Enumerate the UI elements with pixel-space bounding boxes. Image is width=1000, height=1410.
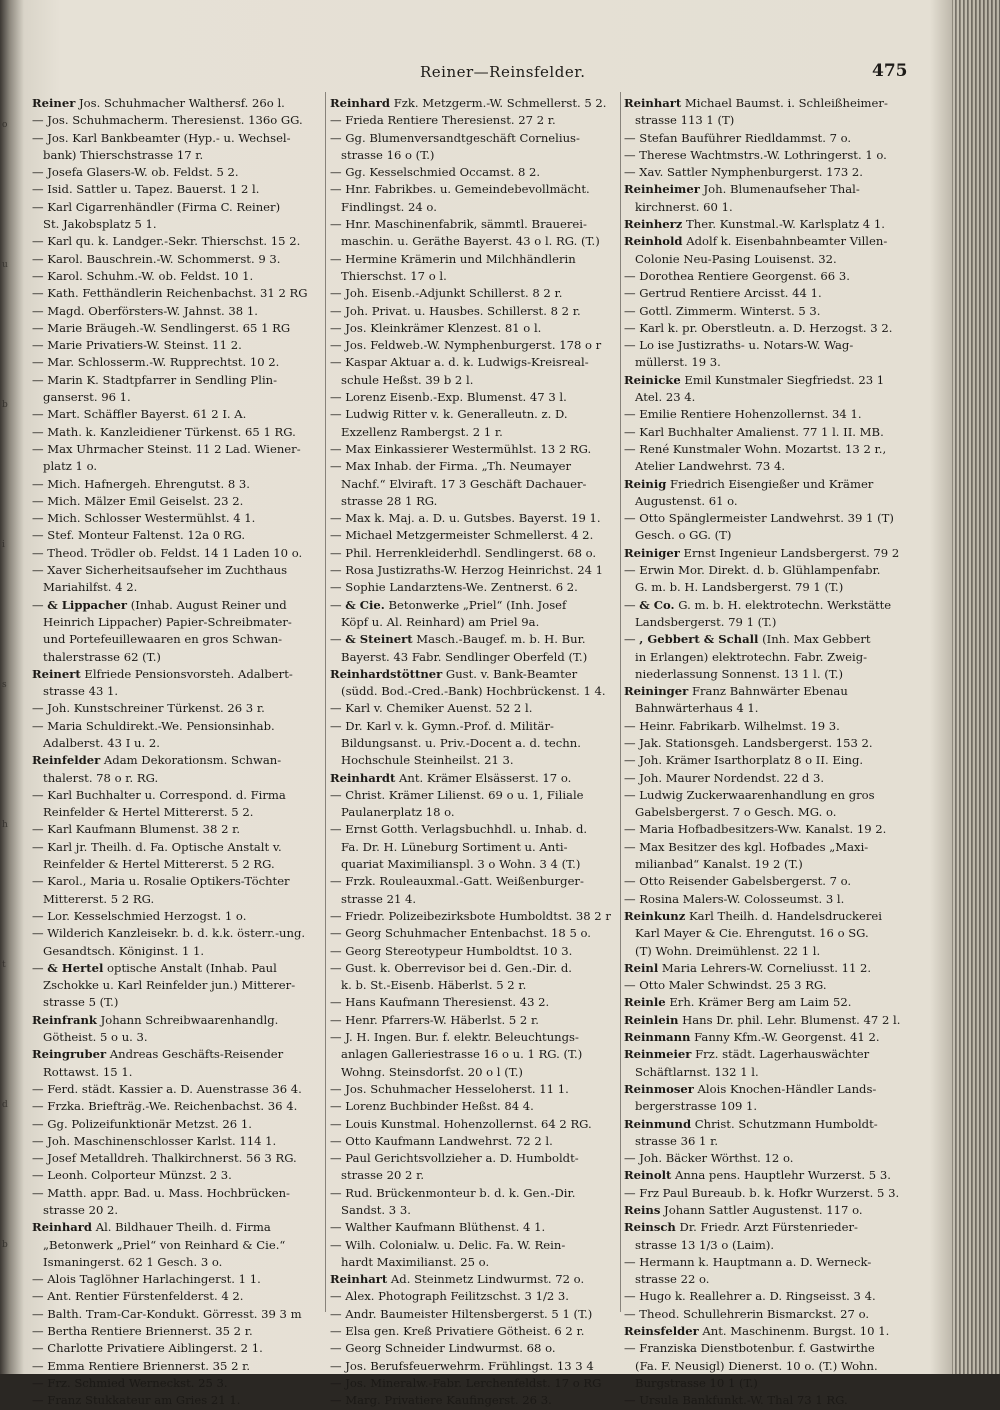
directory-entry-line: — Xaver Sicherheitsaufseher im Zuchthaus [32,563,288,578]
directory-entry-line: St. Jakobsplatz 5 1. [32,217,157,232]
directory-entry-line: — Paul Gerichtsvollzieher a. D. Humboldt- [330,1151,579,1166]
directory-entry-line: — Max Uhrmacher Steinst. 11 2 Lad. Wiener- [32,441,301,456]
directory-entry-line: — Karl Buchhalter u. Correspond. d. Firma [32,787,286,802]
directory-entry-line: — Joh. Privat. u. Hausbes. Schillerst. 8 2 r. [330,303,581,318]
directory-entry-line: — Ludwig Ritter v. k. Generalleutn. z. D. [330,407,568,422]
directory-entry-line: — Hugo k. Reallehrer a. D. Ringseisst. 3 4. [624,1289,876,1304]
directory-entry-line: Reins Johann Sattler Augustenst. 117 o. [624,1203,863,1217]
gutter-fragment: u [2,260,8,270]
directory-entry-line: Reinl Maria Lehrers-W. Corneliusst. 11 2. [624,960,872,975]
directory-entry-line: Reinmeier Frz. städt. Lagerhauswächter [624,1047,870,1062]
directory-entry-line: — Phil. Herrenkleiderhdl. Sendlingerst. 68 o. [330,545,597,560]
directory-entry-line: — Karol. Schuhm.-W. ob. Feldst. 10 1. [32,268,254,283]
directory-entry-line: — Heinr. Fabrikarb. Wilhelmst. 19 3. [624,718,840,733]
directory-entry-line: Exzellenz Rambergst. 2 1 r. [330,424,503,439]
directory-entry-line: Gesandtsch. Königinst. 1 1. [32,943,205,958]
directory-entry-line: Reingruber Andreas Geschäfts-Reisender [32,1047,284,1062]
directory-entry-line: — & Steinert Masch.-Baugef. m. b. H. Bur. [330,632,586,647]
directory-entry-line: — Hermine Krämerin und Milchhändlerin [330,251,576,266]
directory-entry-line: strasse 21 4. [330,891,417,906]
directory-entry-line: — Otto Reisender Gabelsbergerst. 7 o. [624,874,852,889]
directory-entry-line: — Michael Metzgermeister Schmellerst. 4 2. [330,528,594,543]
directory-entry-line: Reinolt Anna pens. Hauptlehr Wurzerst. 5 3. [624,1168,891,1183]
directory-entry-line: (Fa. F. Neusigl) Dienerst. 10 o. (T.) Wohn. [624,1358,878,1373]
directory-entry-line: — Joh. Eisenb.-Adjunkt Schillerst. 8 2 r. [330,286,563,301]
directory-entry-line: Reinle Erh. Krämer Berg am Laim 52. [624,995,852,1010]
gutter-fragment: s [2,680,7,690]
directory-entry-line: — J. H. Ingen. Bur. f. elektr. Beleuchtungs- [330,1030,579,1045]
directory-entry-line: Reinhart Ad. Steinmetz Lindwurmst. 72 o. [330,1272,585,1287]
directory-entry-line: niederlassung Sonnenst. 13 1 l. (T.) [624,666,843,681]
directory-entry-line: — Mich. Schlosser Westermühlst. 4 1. [32,511,256,526]
directory-entry-line: — Georg Schneider Lindwurmst. 68 o. [330,1341,556,1356]
directory-entry-line: Mariahilfst. 4 2. [32,580,138,595]
directory-entry-line: Atel. 23 4. [624,390,696,405]
directory-entry-line: — Sophie Landarztens-We. Zentnerst. 6 2. [330,580,578,595]
directory-entry-line: — Wilderich Kanzleisekr. b. d. k.k. österr.-ung. [32,926,306,941]
directory-entry-line: Reinhardstöttner Gust. v. Bank-Beamter [330,666,578,681]
directory-entry-line: — Otto Kaufmann Landwehrst. 72 2 l. [330,1133,553,1148]
page-number: 475 [872,61,908,81]
directory-entry-line: — Andr. Baumeister Hiltensbergerst. 5 1 (T.) [330,1306,593,1321]
directory-entry-line: Reinicke Emil Kunstmaler Siegfriedst. 23 1 [624,372,885,387]
directory-entry-line: Reinfelder Adam Dekorationsm. Schwan- [32,753,282,768]
directory-entry-line: Sandst. 3 3. [330,1203,411,1217]
directory-entry-line: — Frz. Schmied Werneckst. 25 3. [32,1375,228,1390]
directory-entry-line: — Georg Stereotypeur Humboldtst. 10 3. [330,943,573,958]
directory-entry-line: — Jos. Berufsfeuerwehrm. Frühlingst. 13 3 4 [330,1358,594,1373]
directory-entry-line: — Math. k. Kanzleidiener Türkenst. 65 1 RG. [32,424,296,439]
directory-entry-line: Reinherz Ther. Kunstmal.-W. Karlsplatz 4 1. [624,217,885,232]
directory-entry-line: Schäftlarnst. 132 1 l. [624,1064,759,1079]
directory-entry-line: — Ludwig Zuckerwaarenhandlung en gros [624,787,875,802]
directory-entry-line: Paulanerplatz 18 o. [330,805,455,820]
directory-entry-line: — Frzka. Briefträg.-We. Reichenbachst. 36 4. [32,1099,298,1114]
directory-entry-line: — Mar. Schlosserm.-W. Rupprechtst. 10 2. [32,355,280,370]
directory-entry-line: — Ant. Rentier Fürstenfelderst. 4 2. [32,1289,244,1304]
directory-entry-line: — , Gebbert & Schall (Inh. Max Gebbert [624,632,871,647]
directory-entry-line: Reinkunz Karl Theilh. d. Handelsdruckerei [624,908,882,923]
directory-entry-line: bergerstrasse 109 1. [624,1099,758,1114]
directory-entry-line: — Charlotte Privatiere Aiblingerst. 2 1. [32,1341,263,1356]
directory-entry-line: strasse 20 2. [32,1203,119,1217]
directory-entry-line: Wohng. Steinsdorfst. 20 o l (T.) [330,1064,523,1079]
directory-entry-line: Findlingst. 24 o. [330,199,437,214]
column-divider [325,92,326,1312]
directory-entry-line: — Xav. Sattler Nymphenburgerst. 173 2. [624,165,863,180]
directory-entry-line: — Karl v. Chemiker Auenst. 52 2 l. [330,701,533,716]
directory-entry-line: — Jos. Schuhmacher Hesseloherst. 11 1. [330,1081,569,1096]
directory-entry-line: — Marie Bräugeh.-W. Sendlingerst. 65 1 RG [32,320,291,335]
directory-entry-line: strasse 5 (T.) [32,995,119,1010]
directory-entry-line: — Joh. Maschinenschlosser Karlst. 114 1. [32,1133,277,1148]
directory-entry-line: Reinmann Fanny Kfm.-W. Georgenst. 41 2. [624,1030,880,1045]
directory-entry-line: (T) Wohn. Dreimühlenst. 22 1 l. [624,943,821,958]
gutter-fragment: o [2,120,8,130]
directory-entry-line: strasse 36 1 r. [624,1133,719,1148]
directory-entry-line: — Karol. Bauschrein.-W. Schommerst. 9 3. [32,251,281,266]
directory-entry-line: strasse 28 1 RG. [330,493,438,508]
directory-entry-line: Reinert Elfriede Pensionsvorsteh. Adalbert- [32,666,293,681]
directory-entry-line: — Alex. Photograph Feilitzschst. 3 1/2 3. [330,1289,569,1304]
directory-entry-line: Adalberst. 43 I u. 2. [32,735,160,750]
column-divider [620,92,621,1312]
directory-entry-line: Fa. Dr. H. Lüneburg Sortiment u. Anti- [330,839,568,854]
directory-entry-line: — René Kunstmaler Wohn. Mozartst. 13 2 r., [624,441,887,456]
directory-entry-line: Reinlein Hans Dr. phil. Lehr. Blumenst. 47 2 l. [624,1012,901,1027]
directory-entry-line: — Dr. Karl v. k. Gymn.-Prof. d. Militär- [330,718,554,733]
directory-entry-line: thalerst. 78 o r. RG. [32,770,159,785]
directory-entry-line: — Louis Kunstmal. Hohenzollernst. 64 2 RG. [330,1116,592,1131]
directory-entry-line: — Frzk. Rouleauxmal.-Gatt. Weißenburger- [330,874,584,889]
directory-entry-line: — Ernst Gotth. Verlagsbuchhdl. u. Inhab. d. [330,822,588,837]
directory-entry-line: — Max k. Maj. a. D. u. Gutsbes. Bayerst. 19 1. [330,511,601,526]
directory-entry-line: Zschokke u. Karl Reinfelder jun.) Mitterer- [32,978,296,993]
directory-entry-line: müllerst. 19 3. [624,355,721,370]
directory-entry-line: — Lorenz Eisenb.-Exp. Blumenst. 47 3 l. [330,390,567,405]
directory-entry-line: — Karl Buchhalter Amalienst. 77 1 l. II. MB. [624,424,884,439]
gutter-fragment: b [2,400,8,410]
directory-entry-line: — Max Besitzer des kgl. Hofbades „Maxi- [624,839,869,854]
directory-entry-line: — Mart. Schäffler Bayerst. 61 2 I. A. [32,407,247,422]
directory-entry-line: — Marin K. Stadtpfarrer in Sendling Plin- [32,372,278,387]
directory-entry-line: maschin. u. Geräthe Bayerst. 43 o l. RG. (T.) [330,234,600,249]
directory-entry-line: — Karl jr. Theilh. d. Fa. Optische Anstalt v. [32,839,282,854]
directory-entry-line: — Theod. Schullehrerin Bismarckst. 27 o. [624,1306,870,1321]
directory-entry-line: — Stef. Monteur Faltenst. 12a 0 RG. [32,528,246,543]
directory-entry-line: — Gust. k. Oberrevisor bei d. Gen.-Dir. d. [330,960,572,975]
directory-entry-line: — Gg. Polizeifunktionär Metzst. 26 1. [32,1116,252,1131]
directory-entry-line: — Jos. Feldweb.-W. Nymphenburgerst. 178 o r [330,338,602,353]
directory-entry-line: — Hermann k. Hauptmann a. D. Werneck- [624,1254,872,1269]
directory-entry-line: k. b. St.-Eisenb. Häberlst. 5 2 r. [330,978,527,993]
directory-entry-line: — Karl k. pr. Oberstleutn. a. D. Herzogst. 3 2. [624,320,893,335]
directory-entry-line: Nachf.“ Elviraft. 17 3 Geschäft Dachauer- [330,476,587,491]
directory-entry-line: Reinfrank Johann Schreibwaarenhandlg. [32,1012,279,1027]
directory-entry-line: Atelier Landwehrst. 73 4. [624,459,786,474]
directory-entry-line: (südd. Bod.-Cred.-Bank) Hochbrückenst. 1 4. [330,684,606,699]
directory-entry-line: strasse 43 1. [32,684,119,699]
directory-entry-line: Gabelsbergerst. 7 o Gesch. MG. o. [624,805,837,820]
directory-entry-line: — Jos. Kleinkrämer Klenzest. 81 o l. [330,320,542,335]
directory-entry-line: strasse 22 o. [624,1272,710,1287]
directory-entry-line: — Franz Stukkateur am Gries 21 1. [32,1393,241,1408]
gutter-fragment: b [2,1240,8,1250]
directory-entry-line: strasse 20 2 r. [330,1168,425,1183]
directory-entry-line: Reinig Friedrich Eisengießer und Krämer [624,476,874,491]
directory-entry-line: — Wilh. Colonialw. u. Delic. Fa. W. Rein- [330,1237,566,1252]
directory-entry-line: Reinfelder & Hertel Mittererst. 5 2 RG. [32,857,275,872]
directory-entry-line: — Bertha Rentiere Briennerst. 35 2 r. [32,1324,253,1339]
directory-entry-line: — Christ. Krämer Lilienst. 69 o u. 1, Filiale [330,787,584,802]
directory-entry-line: Colonie Neu-Pasing Louisenst. 32. [624,251,837,266]
directory-entry-line: — Elsa gen. Kreß Privatiere Götheist. 6 2 r. [330,1324,585,1339]
directory-entry-line: — Lorenz Buchbinder Heßst. 84 4. [330,1099,534,1114]
directory-entry-line: — Max Einkassierer Westermühlst. 13 2 RG. [330,441,592,456]
directory-entry-line: — Walther Kaufmann Blüthenst. 4 1. [330,1220,546,1235]
directory-entry-line: — Lo ise Justizraths- u. Notars-W. Wag- [624,338,854,353]
directory-entry-line: G. m. b. H. Landsbergerst. 79 1 (T.) [624,580,844,595]
directory-entry-line: — Jos. Schuhmacherm. Theresienst. 136o GG. [32,113,303,128]
directory-entry-line: — Josefa Glasers-W. ob. Feldst. 5 2. [32,165,239,180]
directory-entry-line: — Karl Cigarrenhändler (Firma C. Reiner) [32,199,281,214]
directory-entry-line: Mittererst. 5 2 RG. [32,891,155,906]
directory-entry-line: — Max Inhab. der Firma. „Th. Neumayer [330,459,572,474]
directory-entry-line: Reinhard Fzk. Metzgerm.-W. Schmellerst. 5 2. [330,96,607,110]
directory-entry-line: — Ursula Bankfunkt.-W. Thal 73 1 RG. [624,1393,848,1408]
directory-entry-line: — Erwin Mor. Direkt. d. b. Glühlampenfabr. [624,563,881,578]
directory-entry-line: und Portefeuillewaaren en gros Schwan- [32,632,283,647]
directory-entry-line: — Gg. Blumenversandtgeschäft Cornelius- [330,130,580,145]
directory-entry-line: „Betonwerk „Priel“ von Reinhard & Cie.“ [32,1237,286,1252]
directory-entry-line: Rottawst. 15 1. [32,1064,133,1079]
directory-entry-line: — Jos. Mineralw.-Fabr. Lerchenfeldst. 17 o RG [330,1375,602,1390]
directory-entry-line: — Magd. Oberförsters-W. Jahnst. 38 1. [32,303,258,318]
directory-entry-line: Reinmund Christ. Schutzmann Humboldt- [624,1116,878,1131]
directory-entry-line: — Joh. Bäcker Wörthst. 12 o. [624,1151,794,1166]
directory-entry-line: platz 1 o. [32,459,98,474]
directory-entry-line: Ismaningerst. 62 1 Gesch. 3 o. [32,1254,223,1269]
directory-entry-line: — Georg Schuhmacher Entenbachst. 18 5 o. [330,926,591,941]
directory-entry-line: kirchnerst. 60 1. [624,199,733,214]
directory-entry-line: — Mich. Mälzer Emil Geiselst. 23 2. [32,493,244,508]
page-header: Reiner—Reinsfelder. [420,63,586,81]
directory-entry-line: Burgstrasse 10 1 (T.) [624,1375,758,1390]
directory-entry-line: — Rosa Justizraths-W. Herzog Heinrichst. 24 1 [330,563,604,578]
directory-entry-line: Augustenst. 61 o. [624,493,738,508]
directory-entry-line: — Frz Paul Bureaub. b. k. Hofkr Wurzerst. 5 3. [624,1185,900,1200]
directory-entry-line: — Joh. Krämer Isarthorplatz 8 o II. Eing. [624,753,864,768]
directory-entry-line: Reinhard Al. Bildhauer Theilh. d. Firma [32,1220,271,1235]
directory-entry-line: — Maria Hofbadbesitzers-Ww. Kanalst. 19 2. [624,822,887,837]
directory-entry-line: — Karol., Maria u. Rosalie Optikers-Töchter [32,874,290,889]
directory-entry-line: — Friedr. Polizeibezirksbote Humboldtst. 38 2 r [330,908,611,923]
directory-entry-line: Reinsfelder Ant. Maschinenm. Burgst. 10 1. [624,1324,890,1339]
directory-entry-line: — Karl Kaufmann Blumenst. 38 2 r. [32,822,241,837]
directory-entry-line: Hochschule Steinheilst. 21 3. [330,753,514,768]
directory-entry-line: — Mich. Hafnergeh. Ehrengutst. 8 3. [32,476,250,491]
directory-entry-line: Reininger Franz Bahnwärter Ebenau [624,684,848,699]
directory-entry-line: Reiniger Ernst Ingenieur Landsbergerst. 79 2 [624,545,900,560]
directory-entry-line: — Alois Taglöhner Harlachingerst. 1 1. [32,1272,261,1287]
directory-entry-line: — Gg. Kesselschmied Occamst. 8 2. [330,165,541,180]
directory-entry-line: — Rud. Brückenmonteur b. d. k. Gen.-Dir. [330,1185,576,1200]
directory-entry-line: — Josef Metalldreh. Thalkirchnerst. 56 3 RG. [32,1151,297,1166]
directory-entry-line: strasse 13 1/3 o (Laim). [624,1237,775,1252]
directory-entry-line: — Hnr. Maschinenfabrik, sämmtl. Brauerei- [330,217,587,232]
directory-entry-line: Bildungsanst. u. Priv.-Docent a. d. techn. [330,735,581,750]
directory-entry-line: — Gottl. Zimmerm. Winterst. 5 3. [624,303,821,318]
directory-entry-line: strasse 16 o (T.) [330,147,435,162]
directory-entry-line: — Balth. Tram-Car-Kondukt. Görresst. 39 3 m [32,1306,302,1321]
directory-entry-line: Bahnwärterhaus 4 1. [624,701,759,716]
directory-entry-line: — Marie Privatiers-W. Steinst. 11 2. [32,338,242,353]
directory-entry-line: bank) Thierschstrasse 17 r. [32,147,204,162]
directory-entry-line: — Maria Schuldirekt.-We. Pensionsinhab. [32,718,275,733]
directory-entry-line: — Matth. appr. Bad. u. Mass. Hochbrücken- [32,1185,290,1200]
directory-entry-line: Reinmoser Alois Knochen-Händler Lands- [624,1081,877,1096]
directory-entry-line: — & Co. G. m. b. H. elektrotechn. Werkstätte [624,597,892,612]
directory-entry-line: Reinsch Dr. Friedr. Arzt Fürstenrieder- [624,1220,858,1235]
directory-entry-line: thalerstrasse 62 (T.) [32,649,161,664]
directory-entry-line: — Frieda Rentiere Theresienst. 27 2 r. [330,113,556,128]
directory-entry-line: milianbad“ Kanalst. 19 2 (T.) [624,857,803,872]
directory-entry-line: hardt Maximilianst. 25 o. [330,1254,490,1269]
directory-column-middle [330,95,618,1410]
directory-entry-line: — Joh. Maurer Nordendst. 22 d 3. [624,770,825,785]
directory-entry-line: schule Heßst. 39 b 2 l. [330,372,474,387]
directory-column-right [624,95,914,1410]
directory-entry-line: — Jos. Karl Bankbeamter (Hyp.- u. Wechsel- [32,130,291,145]
directory-entry-line: Bayerst. 43 Fabr. Sendlinger Oberfeld (T.) [330,649,588,664]
gutter-fragment: t [2,960,6,970]
gutter-fragment: i [2,540,5,550]
binding-gutter [0,0,26,1374]
directory-entry-line: — Lor. Kesselschmied Herzogst. 1 o. [32,908,247,923]
directory-entry-line: — Isid. Sattler u. Tapez. Bauerst. 1 2 l. [32,182,260,197]
directory-entry-line: — Otto Maler Schwindst. 25 3 RG. [624,978,827,993]
directory-entry-line: — Gertrud Rentiere Arcisst. 44 1. [624,286,822,301]
directory-entry-line: Reinhart Michael Baumst. i. Schleißheimer- [624,96,888,110]
directory-entry-line: Götheist. 5 o u. 3. [32,1030,148,1045]
directory-entry-line: — Stefan Bauführer Riedldammst. 7 o. [624,130,852,145]
directory-entry-line: — Emma Rentiere Briennerst. 35 2 r. [32,1358,251,1373]
directory-entry-line: — Marg. Privatiere Kaufingerst. 26 3. [330,1393,552,1408]
directory-entry-line: Reinfelder & Hertel Mittererst. 5 2. [32,805,254,820]
directory-entry-line: — & Cie. Betonwerke „Priel“ (Inh. Josef [330,597,567,612]
gutter-fragment: h [2,820,8,830]
directory-entry-line: — Franziska Dienstbotenbur. f. Gastwirthe [624,1341,875,1356]
directory-entry-line: — Kaspar Aktuar a. d. k. Ludwigs-Kreisreal- [330,355,589,370]
gutter-fragment: d [2,1100,8,1110]
directory-entry-line: Landsbergerst. 79 1 (T.) [624,614,777,629]
directory-entry-line: — Jak. Stationsgeh. Landsbergerst. 153 2. [624,735,873,750]
directory-entry-line: anlagen Galleriestrasse 16 o u. 1 RG. (T.) [330,1047,583,1062]
directory-entry-line: — Otto Spänglermeister Landwehrst. 39 1 (T) [624,511,894,526]
directory-entry-line: ganserst. 96 1. [32,390,131,405]
directory-entry-line: — Dorothea Rentiere Georgenst. 66 3. [624,268,850,283]
directory-entry-line: quariat Maximilianspl. 3 o Wohn. 3 4 (T.) [330,857,581,872]
directory-entry-line: — Leonh. Colporteur Münzst. 2 3. [32,1168,232,1183]
directory-entry-line: strasse 113 1 (T) [624,113,735,128]
directory-entry-line: Heinrich Lippacher) Papier-Schreibmater- [32,614,292,629]
directory-entry-line: Reiner Jos. Schuhmacher Walthersf. 26o l. [32,96,285,110]
directory-entry-line: Reinhardt Ant. Krämer Elsässerst. 17 o. [330,770,572,785]
directory-entry-line: — Ferd. städt. Kassier a. D. Auenstrasse 36 4. [32,1081,302,1096]
directory-entry-line: Karl Mayer & Cie. Ehrengutst. 16 o SG. [624,926,869,941]
directory-column-left [32,95,322,1410]
directory-entry-line: Köpf u. Al. Reinhard) am Priel 9a. [330,614,540,629]
directory-entry-line: — & Hertel optische Anstalt (Inhab. Paul [32,960,277,975]
directory-entry-line: in Erlangen) elektrotechn. Fabr. Zweig- [624,649,868,664]
directory-entry-line: — Kath. Fetthändlerin Reichenbachst. 31 2 RG [32,286,308,301]
directory-entry-line: Reinhold Adolf k. Eisenbahnbeamter Villen- [624,234,888,249]
directory-entry-line: — Hnr. Fabrikbes. u. Gemeindebevollmächt. [330,182,590,197]
directory-entry-line: — Theod. Trödler ob. Feldst. 14 1 Laden 10 o. [32,545,303,560]
directory-entry-line: — Therese Wachtmstrs.-W. Lothringerst. 1 o. [624,147,887,162]
directory-entry-line: — Hans Kaufmann Theresienst. 43 2. [330,995,550,1010]
directory-entry-line: — Karl qu. k. Landger.-Sekr. Thierschst. 15 2. [32,234,301,249]
directory-entry-line: Reinheimer Joh. Blumenaufseher Thal- [624,182,860,197]
directory-entry-line: Gesch. o GG. (T) [624,528,732,543]
directory-entry-line: Thierschst. 17 o l. [330,268,447,283]
directory-entry-line: — Rosina Malers-W. Colosseumst. 3 l. [624,891,845,906]
directory-entry-line: — & Lippacher (Inhab. August Reiner und [32,597,287,612]
directory-entry-line: — Joh. Kunstschreiner Türkenst. 26 3 r. [32,701,265,716]
page-edge [952,0,1000,1374]
directory-entry-line: — Henr. Pfarrers-W. Häberlst. 5 2 r. [330,1012,539,1027]
directory-entry-line: — Emilie Rentiere Hohenzollernst. 34 1. [624,407,862,422]
